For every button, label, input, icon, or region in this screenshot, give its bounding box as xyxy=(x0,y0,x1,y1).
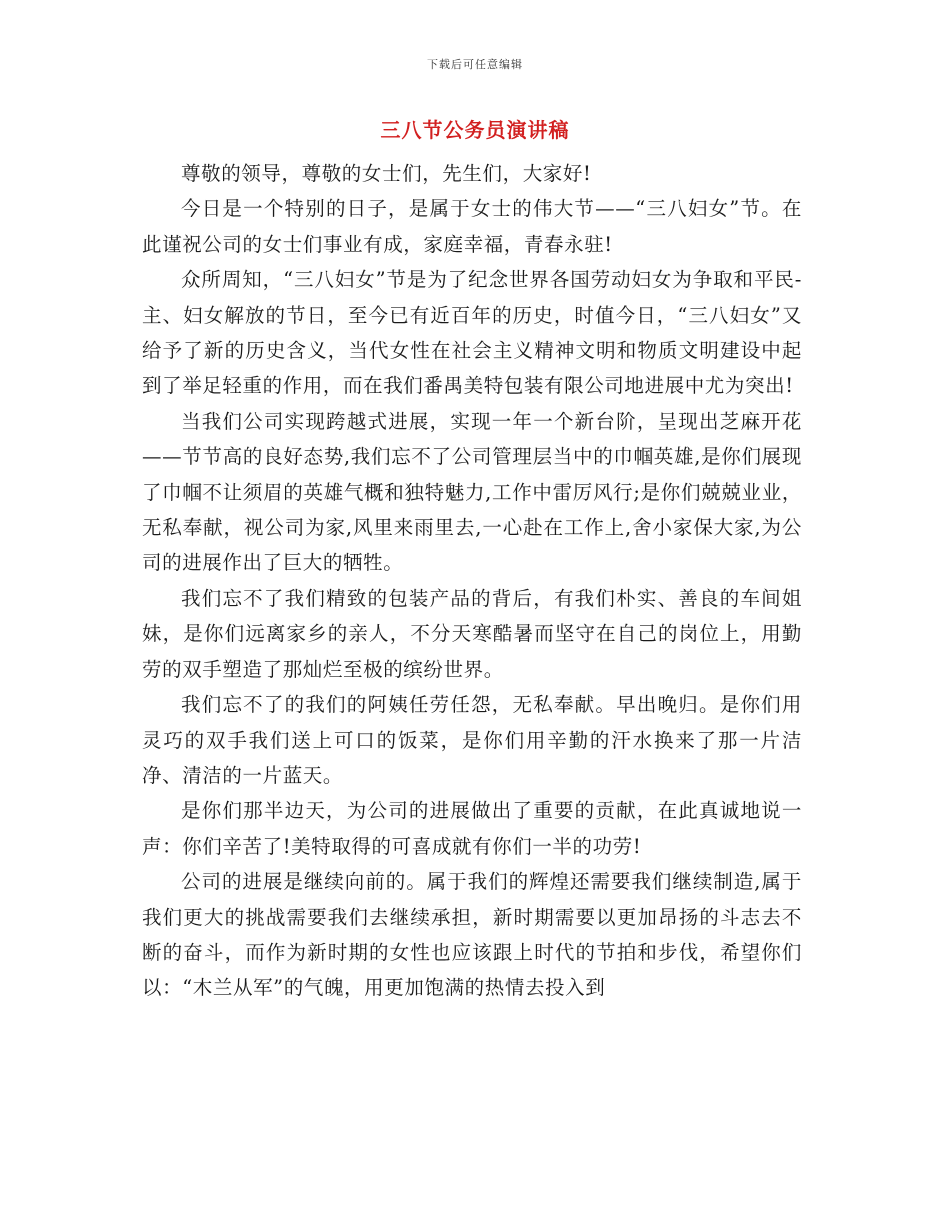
document-title: 三八节公务员演讲稿 xyxy=(380,118,570,142)
paragraph-thanks: 是你们那半边天，为公司的进展做出了重要的贡献，在此真诚地说一声：你们辛苦了!美特取得的可喜成就有你们一半的功劳! xyxy=(142,799,802,858)
paragraph-future: 公司的进展是继续向前的。属于我们的辉煌还需要我们继续制造,属于我们更大的挑战需要我们去继续承担，新时期需要以更加昂扬的斗志去不断的奋斗，而作为新时期的女性也应该跟上时代的节拍和步伐，希望你们以：“木兰从军”的气魄，用更加饱满的热情去投入到 xyxy=(142,870,802,1000)
paragraph-canteen: 我们忘不了的我们的阿姨任劳任怨，无私奉献。早出晚归。是你们用灵巧的双手我们送上可口的饭菜，是你们用辛勤的汗水换来了那一片洁净、清洁的一片蓝天。 xyxy=(142,693,802,787)
document-body xyxy=(142,156,802,1006)
paragraph-festival: 今日是一个特别的日子，是属于女士的伟大节——“三八妇女”节。在此谨祝公司的女士们事业有成，家庭幸福，青春永驻! xyxy=(142,197,802,256)
paragraph-history: 众所周知，“三八妇女”节是为了纪念世界各国劳动妇女为争取和平民-主、妇女解放的节日，至今已有近百年的历史，时值今日，“三八妇女”又给予了新的历史含义，当代女性在社会主义精神文明和物质文明建设中起到了举足轻重的作用，而在我们番禺美特包装有限公司地进展中尤为突出! xyxy=(142,268,802,398)
paragraph-greeting: 尊敬的领导，尊敬的女士们，先生们，大家好! xyxy=(181,162,592,185)
paragraph-management: 当我们公司实现跨越式进展，实现一年一个新台阶，呈现出芝麻开花——节节高的良好态势,我们忘不了公司管理层当中的巾帼英雄,是你们展现了巾帼不让须眉的英雄气概和独特魅力,工作中雷厉风行;是你们兢兢业业，无私奉献，视公司为家,风里来雨里去,一心赴在工作上,舍小家保大家,为公司的进展作出了巨大的牺牲。 xyxy=(142,409,802,575)
paragraph-workshop: 我们忘不了我们精致的包装产品的背后，有我们朴实、善良的车间姐妹，是你们远离家乡的亲人，不分天寒酷暑而坚守在自己的岗位上，用勤劳的双手塑造了那灿烂至极的缤纷世界。 xyxy=(142,586,802,681)
page-header-note: 下载后可任意编辑 xyxy=(427,58,523,71)
